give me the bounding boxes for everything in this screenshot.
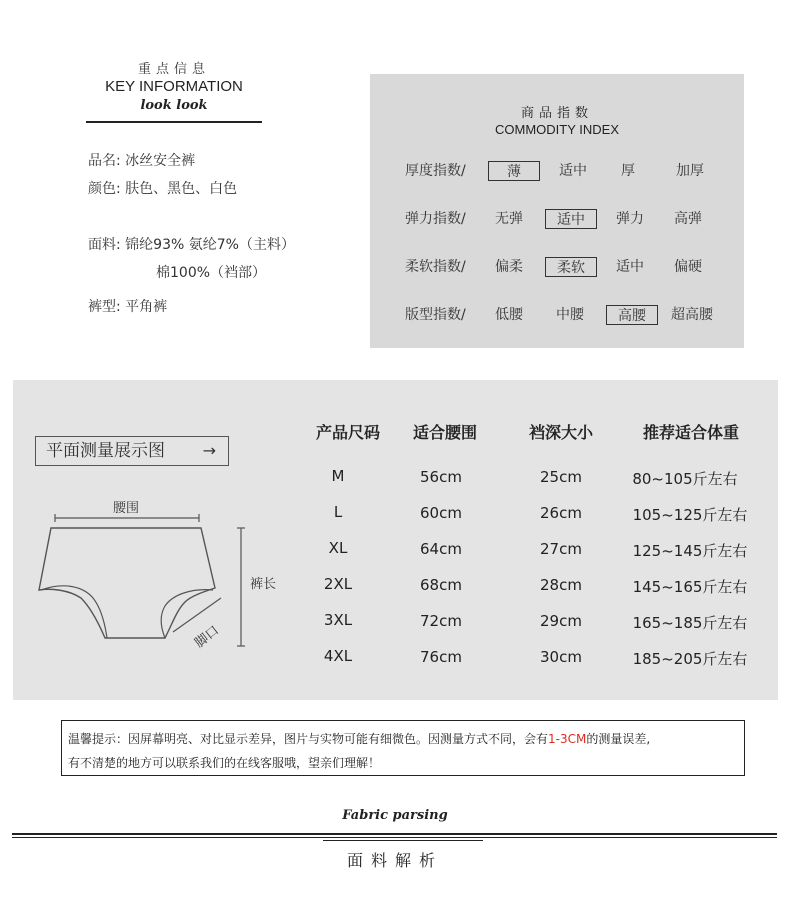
table-cell: XL <box>328 539 348 557</box>
leg-opening-label: 脚口 <box>192 623 223 651</box>
table-cell: 2XL <box>323 575 353 593</box>
table-cell: 56cm <box>420 468 462 486</box>
table-cell: 68cm <box>420 576 462 594</box>
product-color-row <box>88 178 237 198</box>
footer-divider <box>12 833 777 835</box>
index-option: 偏柔 <box>495 259 523 275</box>
fabric-parsing-title: 面料解析 <box>346 851 443 870</box>
length-label: 裤长 <box>250 577 277 592</box>
index-option: 超高腰 <box>671 307 713 323</box>
table-cell: 27cm <box>540 540 582 558</box>
table-cell: 60cm <box>420 504 462 522</box>
table-cell: 29cm <box>540 612 582 630</box>
footer-divider <box>12 837 777 838</box>
product-color-value: 肤色、黑色、白色 <box>125 181 238 197</box>
index-label-softness: 柔软指数/ <box>405 259 466 275</box>
table-cell: 145~165斤左右 <box>632 578 748 596</box>
commodity-index-title-en: COMMODITY INDEX <box>495 122 619 137</box>
product-fabric-value-1: 锦纶93% 氨纶7%（主料） <box>125 237 295 253</box>
index-option-medium-selected: 适中 <box>545 209 597 229</box>
table-cell: 4XL <box>323 647 353 665</box>
table-cell: 30cm <box>540 648 582 666</box>
index-option: 低腰 <box>495 307 523 323</box>
index-option: 加厚 <box>676 163 704 179</box>
notice-line-1 <box>68 730 650 747</box>
table-cell: 80~105斤左右 <box>632 470 738 488</box>
product-name-row <box>88 150 195 170</box>
index-option: 中腰 <box>556 307 584 323</box>
flat-measurement-label: 平面测量展示图 <box>46 441 165 461</box>
index-option: 弹力 <box>616 211 644 227</box>
product-fabric-row <box>88 234 295 254</box>
index-option: 适中 <box>559 163 587 179</box>
index-option-high-waist-selected: 高腰 <box>606 305 658 325</box>
footer-divider <box>323 840 483 841</box>
table-cell: 25cm <box>540 468 582 486</box>
table-cell: 125~145斤左右 <box>632 542 748 560</box>
index-label-thickness: 厚度指数/ <box>405 163 466 179</box>
product-name-value: 冰丝安全裤 <box>125 153 196 169</box>
table-header: 裆深大小 <box>528 423 593 442</box>
commodity-index-panel <box>370 74 744 348</box>
arrow-right-icon: → <box>202 441 216 460</box>
notice-text: 温馨提示：因屏幕明亮、对比显示差异，图片与实物可能有细微色。因测量方式不同，会有 <box>68 732 549 746</box>
table-cell: M <box>331 467 345 485</box>
product-style-value: 平角裤 <box>125 299 168 315</box>
size-panel <box>13 380 778 700</box>
table-cell: 64cm <box>420 540 462 558</box>
commodity-index-title-cn: 商品指数 <box>520 106 593 121</box>
fabric-parsing-script: Fabric parsing <box>342 808 448 823</box>
index-option-soft-selected: 柔软 <box>545 257 597 277</box>
table-cell: 76cm <box>420 648 462 666</box>
table-cell: 3XL <box>323 611 353 629</box>
table-cell: L <box>333 503 343 521</box>
table-cell: 72cm <box>420 612 462 630</box>
notice-text: 的测量误差, <box>586 732 651 746</box>
flat-measurement-button[interactable] <box>35 436 229 466</box>
table-cell: 28cm <box>540 576 582 594</box>
product-fabric-value-2: 棉100%（裆部） <box>156 265 267 281</box>
product-style-label: 裤型: <box>88 299 121 315</box>
index-label-fit: 版型指数/ <box>405 307 466 323</box>
table-cell: 105~125斤左右 <box>632 506 748 524</box>
key-info-divider <box>86 121 262 123</box>
product-fabric-label: 面料: <box>88 237 121 253</box>
notice-box <box>61 720 745 776</box>
notice-highlight: 1-3CM <box>548 732 587 746</box>
key-info-title-en: KEY INFORMATION <box>105 78 243 95</box>
index-option: 适中 <box>616 259 644 275</box>
table-header: 适合腰围 <box>412 423 477 442</box>
notice-line-2: 有不清楚的地方可以联系我们的在线客服哦，望亲们理解！ <box>68 756 381 770</box>
index-label-elasticity: 弹力指数/ <box>405 211 466 227</box>
table-cell: 26cm <box>540 504 582 522</box>
product-color-label: 颜色: <box>88 181 121 197</box>
product-style-row <box>88 296 167 316</box>
underwear-diagram <box>33 490 293 650</box>
table-header: 推荐适合体重 <box>642 423 739 442</box>
table-cell: 185~205斤左右 <box>632 650 748 668</box>
table-header: 产品尺码 <box>315 423 380 442</box>
index-option: 偏硬 <box>674 259 702 275</box>
index-option: 高弹 <box>674 211 702 227</box>
waist-label: 腰围 <box>113 501 140 516</box>
index-option: 厚 <box>621 163 635 179</box>
product-name-label: 品名: <box>88 153 121 169</box>
index-option-thin-selected: 薄 <box>488 161 540 181</box>
key-info-title-cn: 重点信息 <box>137 62 210 77</box>
table-cell: 165~185斤左右 <box>632 614 748 632</box>
index-option: 无弹 <box>495 211 523 227</box>
key-info-script: look look <box>140 98 208 113</box>
